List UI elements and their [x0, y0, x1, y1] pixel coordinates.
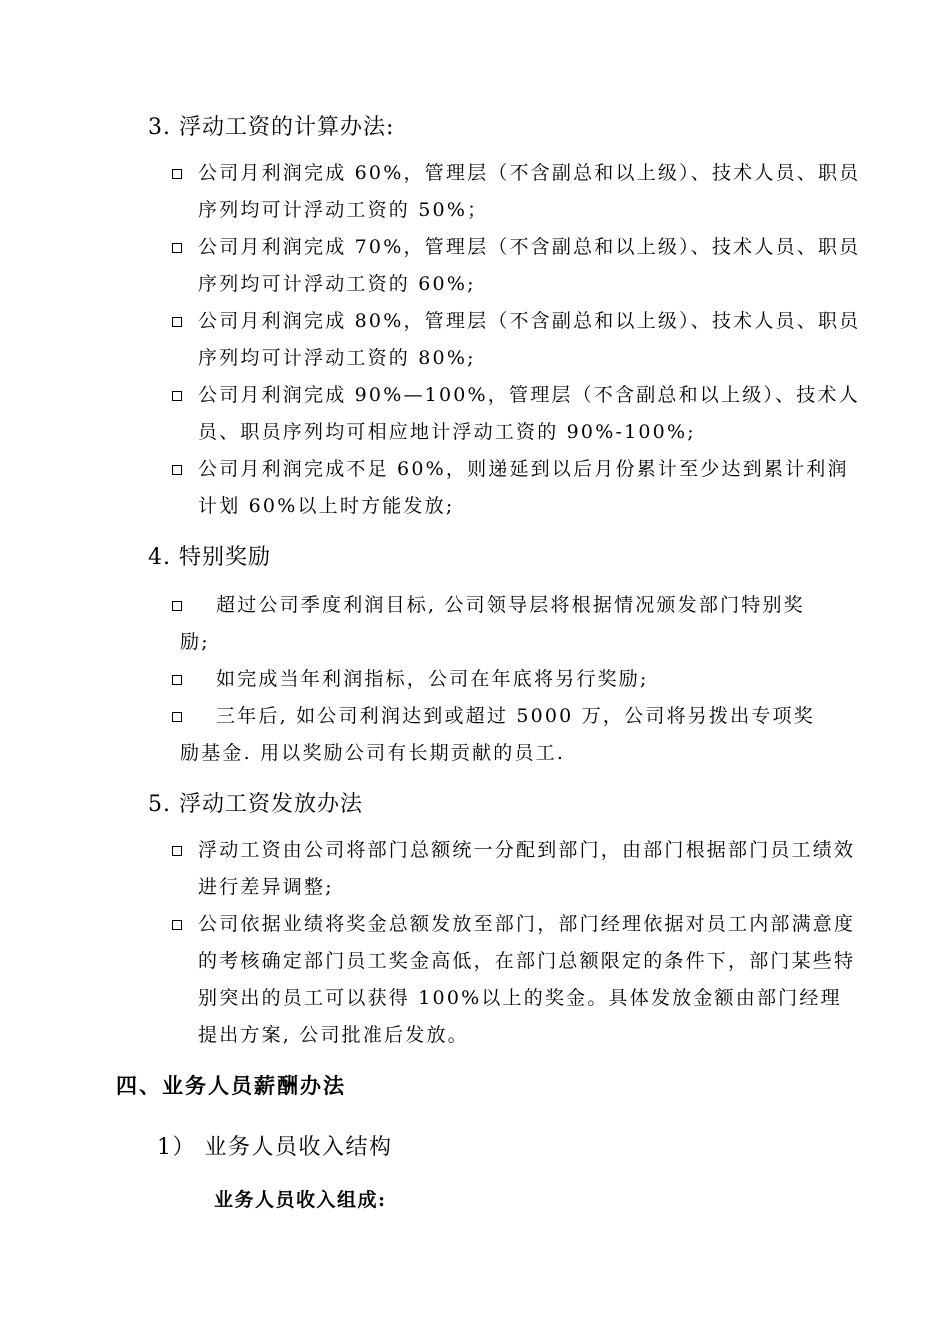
checkbox-bullet-icon [172, 169, 182, 179]
list-item [172, 155, 862, 229]
subsection-heading: 1） 业务人员收入结构 [157, 1135, 393, 1160]
list-item [172, 661, 862, 698]
list-item [172, 587, 862, 661]
checkbox-bullet-icon [172, 920, 182, 930]
list-item-text: 公司月利润完成 90%—100%，管理层（不含副总和以上级）、技术人员、职员序列均可相应地计浮动工资的 90%-100%; [198, 384, 860, 443]
list-item [172, 906, 862, 1054]
list-item-text: 公司月利润完成 70%，管理层（不含副总和以上级）、技术人员、职员序列均可计浮动工资的 60%; [198, 236, 861, 295]
section-4-heading: 4. 特别奖励 [148, 545, 271, 570]
list-item [172, 229, 862, 303]
bold-subheading: 业务人员收入组成: [214, 1189, 387, 1211]
list-item-text: 超过公司季度利润目标, 公司领导层将根据情况颁发部门特别奖 [216, 594, 805, 616]
checkbox-bullet-icon [172, 391, 182, 401]
list-item-text: 三年后, 如公司利润达到或超过 5000 万，公司将另拨出专项奖 [216, 705, 815, 727]
list-item-text: 浮动工资由公司将部门总额统一分配到部门，由部门根据部门员工绩效进行差异调整; [198, 839, 856, 898]
list-item-text: 如完成当年利润指标，公司在年底将另行奖励; [216, 668, 649, 690]
list-item [172, 377, 862, 451]
section-5-heading: 5. 浮动工资发放办法 [148, 792, 363, 817]
list-item-text: 公司依据业绩将奖金总额发放至部门，部门经理依据对员工内部满意度的考核确定部门员工奖金高低，在部门总额限定的条件下，部门某些特别突出的员工可以获得 100%以上的奖金。具体发放金额由部门经理提出方案, 公司批准后发放。 [198, 913, 856, 1046]
checkbox-bullet-icon [172, 846, 182, 856]
list-item-continuation: 励; [180, 631, 210, 653]
list-item [172, 832, 862, 906]
list-item-text: 公司月利润完成 80%，管理层（不含副总和以上级）、技术人员、职员序列均可计浮动工资的 80%; [198, 310, 861, 369]
list-item-text: 公司月利润完成不足 60%，则递延到以后月份累计至少达到累计利润计划 60%以上时方能发放; [198, 458, 849, 517]
list-item-text: 公司月利润完成 60%，管理层（不含副总和以上级）、技术人员、职员序列均可计浮动工资的 50%； [198, 162, 861, 221]
list-item [172, 698, 862, 772]
list-item-continuation: 励基金. 用以奖励公司有长期贡献的员工. [180, 742, 566, 764]
chapter-4-heading: 四、业务人员薪酬办法 [116, 1073, 346, 1098]
checkbox-bullet-icon [172, 317, 182, 327]
section-3-heading: 3. 浮动工资的计算办法: [148, 115, 395, 140]
list-item [172, 303, 862, 377]
checkbox-bullet-icon [172, 465, 182, 475]
checkbox-bullet-icon [172, 243, 182, 253]
list-item [172, 451, 862, 525]
